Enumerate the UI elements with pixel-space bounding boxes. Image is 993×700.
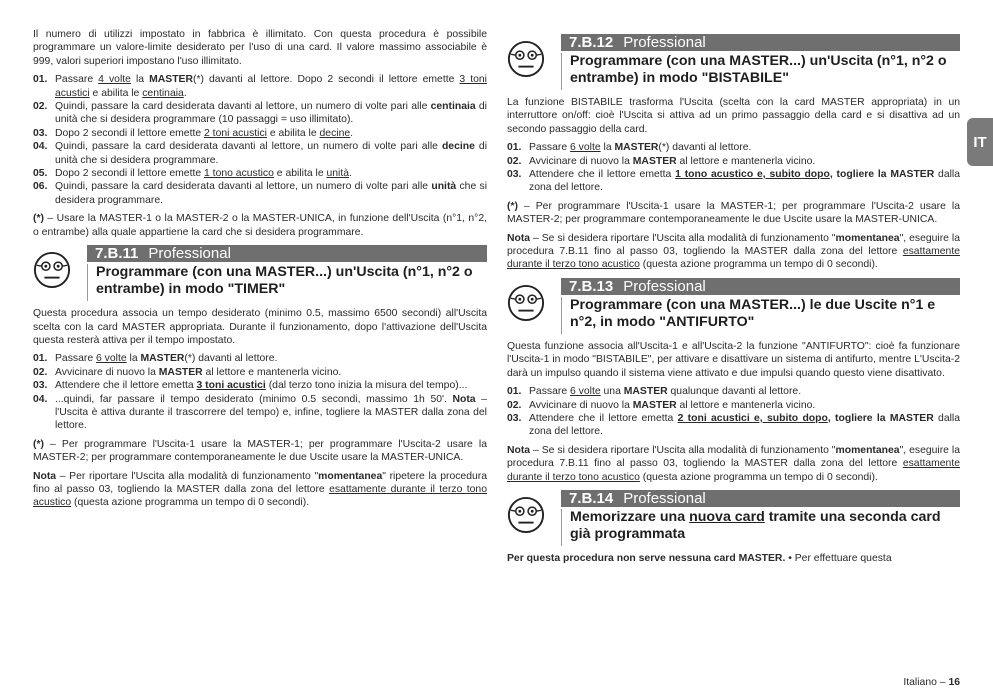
section-bar: 7.B.14 Professional bbox=[561, 490, 960, 507]
list-item: 01. Passare 6 volte la MASTER(*) davanti al lettore. bbox=[33, 353, 278, 365]
professional-face-icon bbox=[33, 251, 71, 289]
note-paragraph: Nota – Per riportare l'Uscita alla modalità di funzionamento "momentanea" ripetere la procedura fino al passo 03, togliendo la MASTER dalla zona del lettore esattamente durante il terzo tono acustico (questa azione programma un tempo di 0 secondi). bbox=[33, 470, 487, 509]
list-item: 03. Attendere che il lettore emetta 2 toni acustici e, subito dopo, togliere la MASTER dalla zona del lettore. bbox=[507, 412, 960, 438]
left-column bbox=[33, 28, 487, 515]
section-header-7b14 bbox=[507, 490, 960, 546]
section-bar: 7.B.11 Professional bbox=[87, 245, 487, 262]
list-item: 02. Avvicinare di nuovo la MASTER al lettore e mantenerla vicino. bbox=[507, 399, 816, 411]
section-title: Programmare (con una MASTER...) le due Uscite n°1 e n°2, in modo "ANTIFURTO" bbox=[561, 297, 960, 334]
professional-face-icon bbox=[507, 40, 545, 78]
note-paragraph: Nota – Se si desidera riportare l'Uscita alla modalità di funzionamento "momentanea", eseguire la procedura 7.B.11 fino al passo 03, togliendo la MASTER dalla zona del lettore esattamente durante il terzo tono acustico (questa azione programma un tempo di 0 secondi). bbox=[507, 232, 960, 271]
list-item: 03. Attendere che il lettore emetta 1 tono acustico e, subito dopo, togliere la MASTER dalla zona del lettore. bbox=[507, 169, 960, 194]
section-intro: Questa procedura associa un tempo desiderato (minimo 0.5, massimo 6500 secondi) all'Uscita scelta con la card MASTER appropriata. Durante il funzionamento, dopo l'attivazione dell'Uscita questa resterà attiva per il tempo impostato. bbox=[33, 308, 487, 346]
list-item: 03. Dopo 2 secondi il lettore emette 2 toni acustici e abilita le decine. bbox=[33, 127, 354, 139]
page-number: 16 bbox=[948, 677, 960, 688]
note-paragraph: (*) – Usare la MASTER-1 o la MASTER-2 o la MASTER-UNICA, in funzione dell'Uscita (n°1, n°2, o entrambe) alla quale appartiene la card che si desidera programmare. bbox=[33, 213, 487, 238]
list-item: 04. ...quindi, far passare il tempo desiderato (minimo 0.5 secondi, massimo 1h 50'. Nota – l'Uscita è attiva durante il trascorrere del tempo) e, infine, togliere la MASTER dalla zona del lettore. bbox=[33, 393, 487, 432]
bistable-steps bbox=[507, 141, 960, 195]
section-bar: 7.B.12 Professional bbox=[561, 34, 960, 51]
section-intro: La funzione BISTABILE trasforma l'Uscita (scelta con la card MASTER appropriata) in un interruttore on/off: cioè l'Uscita si attiva ad un primo passaggio della card e si disattiva ad un secondo passaggio della card. bbox=[507, 97, 960, 135]
antitheft-steps bbox=[507, 385, 960, 439]
note-paragraph: (*) – Per programmare l'Uscita-1 usare la MASTER-1; per programmare l'Uscita-2 usare la MASTER-2; per programmare contemporaneamente le due Uscite usare la MASTER-UNICA. bbox=[33, 438, 487, 464]
list-item: 05. Dopo 2 secondi il lettore emette 1 tono acustico e abilita le unità. bbox=[33, 168, 352, 180]
usage-limit-steps bbox=[33, 73, 487, 207]
list-item: 04. Quindi, passare la card desiderata davanti al lettore, un numero di volte pari alle decine di unità che si desidera programmare. bbox=[33, 141, 488, 166]
section-header-7b12 bbox=[507, 34, 960, 90]
language-tab: IT bbox=[967, 118, 993, 166]
list-item: 06. Quindi, passare la card desiderata davanti al lettore, un numero di volte pari alle unità che si desidera programmare. bbox=[33, 181, 488, 206]
list-item: 02. Avvicinare di nuovo la MASTER al lettore e mantenerla vicino. bbox=[33, 366, 342, 378]
page-footer: Italiano – 16 bbox=[903, 677, 960, 688]
section-intro: Questa funzione associa all'Uscita-1 e all'Uscita-2 la funzione "ANTIFURTO": cioè fa funzionare l'Uscita-1 in modo "BISTABILE", per attivare e disattivare un sistema di antifurto, mentre L'Uscita-2 darà un impulso quando il sistema viene attivato e due impulsi quando questo viene disattivato. bbox=[507, 340, 960, 379]
section-title: Programmare (con una MASTER...) un'Uscita (n°1, n°2 o entrambe) in modo "BISTABILE" bbox=[561, 53, 960, 90]
professional-face-icon bbox=[507, 284, 545, 322]
section-title: Programmare (con una MASTER...) un'Uscita (n°1, n°2 o entrambe) in modo "TIMER" bbox=[87, 264, 487, 301]
list-item: 01. Passare 6 volte una MASTER qualunque davanti al lettore. bbox=[507, 386, 802, 398]
list-item: 03. Attendere che il lettore emetta 3 toni acustici (dal terzo tono inizia la misura del tempo)... bbox=[33, 380, 468, 392]
intro-paragraph: Il numero di utilizzi impostato in fabbrica è illimitato. Con questa procedura è possibile programmare un valore-limite desiderato per l'uso di una card. Il valore massimo associabile è 999, valori superiori impostano l'uso illimitato. bbox=[33, 29, 487, 67]
timer-steps bbox=[33, 352, 487, 432]
section-title: Memorizzare una nuova card tramite una seconda card già programmata bbox=[561, 509, 960, 546]
right-column bbox=[507, 26, 960, 570]
list-item: 02. Quindi, passare la card desiderata davanti al lettore, un numero di volte pari alle centinaia di unità che si desidera programmare (10 passaggi = uso illimitato). bbox=[33, 101, 487, 126]
list-item: 01. Passare 4 volte la MASTER(*) davanti al lettore. Dopo 2 secondi il lettore emette 3 toni acustici e abilita le centinaia. bbox=[33, 74, 487, 99]
section-bar: 7.B.13 Professional bbox=[561, 278, 960, 295]
section-header-7b11 bbox=[33, 245, 487, 301]
professional-face-icon bbox=[507, 496, 545, 534]
list-item: 01. Passare 6 volte la MASTER(*) davanti al lettore. bbox=[507, 142, 752, 154]
section-header-7b13 bbox=[507, 278, 960, 334]
note-paragraph: (*) – Per programmare l'Uscita-1 usare la MASTER-1; per programmare l'Uscita-2 usare la MASTER-2; per programmare contemporaneamente le due Uscite usare la MASTER-UNICA. bbox=[507, 200, 960, 226]
section-intro: Per questa procedura non serve nessuna card MASTER. • Per effettuare questa bbox=[507, 552, 892, 564]
note-paragraph: Nota – Se si desidera riportare l'Uscita alla modalità di funzionamento "momentanea", eseguire la procedura 7.B.11 fino al passo 03, togliendo la MASTER dalla zona del lettore esattamente durante il terzo tono acustico (questa azione programma un tempo di 0 secondi). bbox=[507, 444, 960, 483]
list-item: 02. Avvicinare di nuovo la MASTER al lettore e mantenerla vicino. bbox=[507, 155, 816, 167]
